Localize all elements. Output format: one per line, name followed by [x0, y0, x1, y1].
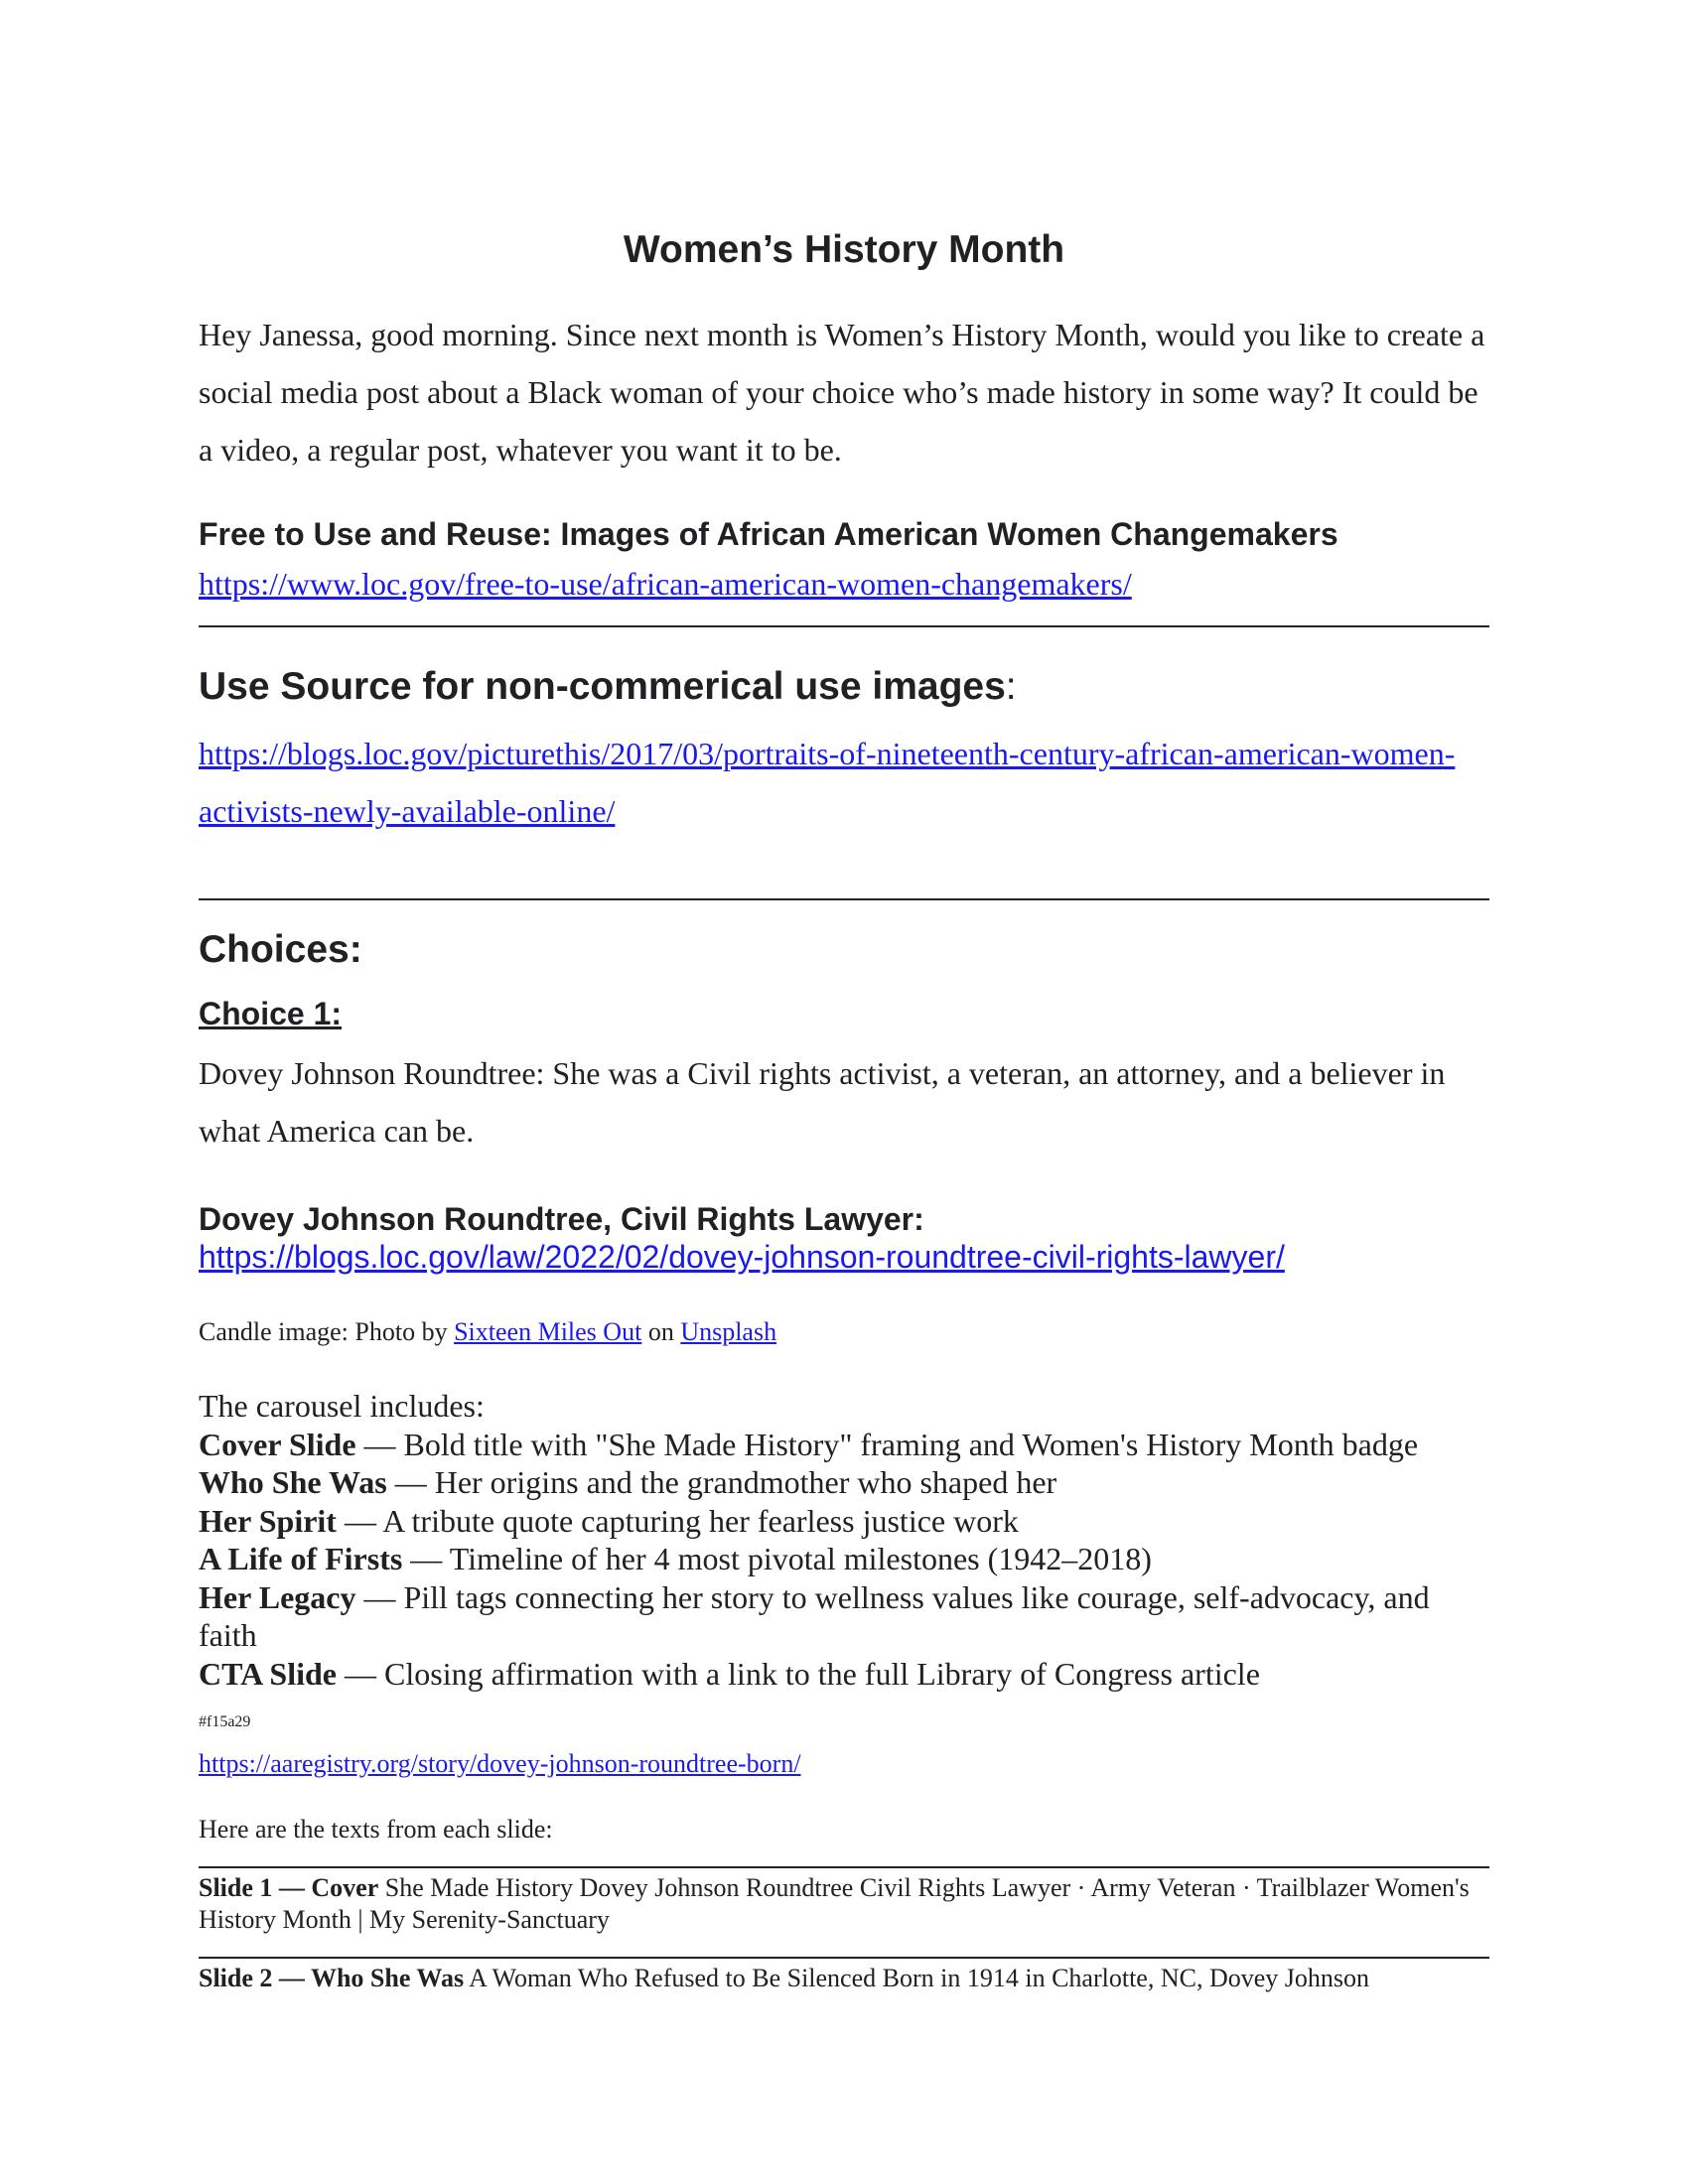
dovey-article-link[interactable]: https://blogs.loc.gov/law/2022/02/dovey-johnson-roundtree-civil-rights-lawyer/	[199, 1239, 1285, 1275]
carousel-intro: The carousel includes:	[199, 1388, 485, 1424]
choice-1-heading: Choice 1:	[199, 996, 343, 1031]
slide-text	[199, 1963, 1489, 1994]
source-link[interactable]: https://blogs.loc.gov/picturethis/2017/03/portraits-of-nineteenth-century-african-american-women-activists-newly-available-online/	[199, 736, 1456, 829]
free-to-use-heading: Free to Use and Reuse: Images of African American Women Changemakers	[199, 516, 1338, 552]
carousel-item-label: Her Legacy	[199, 1578, 356, 1615]
carousel-item-label: Cover Slide	[199, 1426, 356, 1462]
source-heading-text: Use Source for non-commerical use images	[199, 665, 1006, 708]
carousel-item-text: — Timeline of her 4 most pivotal milestones (1942–2018)	[402, 1541, 1152, 1576]
slide-label: Slide 2 — Who She Was	[199, 1964, 465, 1992]
photographer-link[interactable]: Sixteen Miles Out	[454, 1317, 642, 1346]
carousel-item	[199, 1426, 1489, 1464]
divider	[199, 625, 1489, 627]
divider	[199, 1866, 1489, 1868]
free-to-use-link[interactable]: https://www.loc.gov/free-to-use/african-american-women-changemakers/	[199, 566, 1132, 602]
candle-credit-middle: on	[641, 1317, 681, 1346]
intro-paragraph: Hey Janessa, good morning. Since next month is Women’s History Month, would you like to create a social media post about a Black woman of your choice who’s made history in some way? It could be a video, a regular post, whatever you want it to be.	[199, 317, 1485, 468]
slide-label: Slide 1 — Cover	[199, 1873, 379, 1902]
source-heading-colon: :	[1005, 665, 1017, 708]
carousel-description	[199, 1387, 1489, 1693]
carousel-item-text: — Bold title with "She Made History" framing and Women's History Month badge	[355, 1426, 1419, 1462]
carousel-item-label: A Life of Firsts	[199, 1541, 403, 1576]
unsplash-link[interactable]: Unsplash	[680, 1317, 777, 1346]
carousel-item	[199, 1655, 1489, 1694]
carousel-item-text: — A tribute quote capturing her fearless justice work	[336, 1502, 1019, 1539]
carousel-item	[199, 1502, 1489, 1541]
choices-heading: Choices:	[199, 928, 362, 971]
divider	[199, 898, 1489, 900]
color-hex-note: #f15a29	[199, 1713, 251, 1730]
carousel-item-text: — Closing affirmation with a link to the full Library of Congress article	[337, 1655, 1260, 1692]
carousel-item	[199, 1463, 1489, 1502]
slide-text	[199, 1872, 1489, 1936]
carousel-item	[199, 1578, 1489, 1655]
carousel-item-label: CTA Slide	[199, 1655, 337, 1692]
carousel-item-text: — Pill tags connecting her story to wellness values like courage, self-advocacy, and faith	[199, 1578, 1430, 1653]
carousel-item-label: Who She Was	[199, 1464, 387, 1500]
source-heading	[199, 665, 1017, 709]
slide-content: She Made History Dovey Johnson Roundtree Civil Rights Lawyer · Army Veteran · Trailblazer Women's History Month | My Serenity-Sanctuary	[199, 1873, 1470, 1934]
divider	[199, 1957, 1489, 1959]
carousel-item	[199, 1540, 1489, 1578]
slides-intro: Here are the texts from each slide:	[199, 1815, 553, 1843]
slide-content: A Woman Who Refused to Be Silenced Born in 1914 in Charlotte, NC, Dovey Johnson	[464, 1964, 1370, 1992]
choice-1-text: Dovey Johnson Roundtree: She was a Civil rights activist, a veteran, an attorney, and a believer in what America can be.	[199, 1055, 1446, 1149]
dovey-article-heading: Dovey Johnson Roundtree, Civil Rights Lawyer:	[199, 1201, 924, 1237]
candle-credit-prefix: Candle image: Photo by	[199, 1317, 455, 1346]
carousel-item-text: — Her origins and the grandmother who shaped her	[386, 1464, 1057, 1500]
candle-image-credit	[199, 1317, 776, 1347]
page-title: Women’s History Month	[623, 228, 1065, 271]
carousel-item-label: Her Spirit	[199, 1502, 337, 1539]
aaregistry-link[interactable]: https://aaregistry.org/story/dovey-johnson-roundtree-born/	[199, 1749, 801, 1778]
